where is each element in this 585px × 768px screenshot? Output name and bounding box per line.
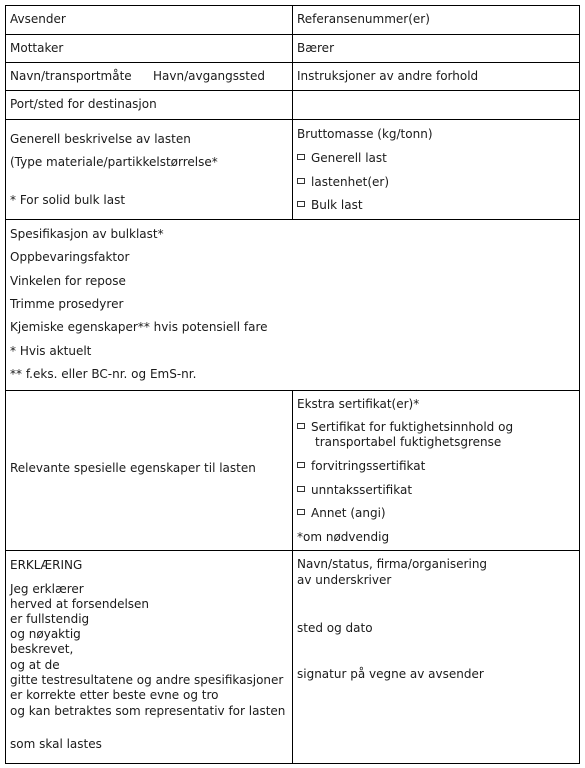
declaration-line: er korrekte etter beste evne og tro [10, 688, 219, 702]
signatory-cell [292, 550, 580, 764]
declaration-heading: ERKLÆRING [10, 558, 83, 572]
declaration-line: gitte testresultatene og andre spesifikasjoner [10, 673, 284, 687]
signatory-name-label-2: av underskriver [297, 573, 392, 587]
moisture-certificate-option [297, 420, 513, 434]
destination-label: Port/sted for destinasjon [10, 97, 157, 111]
place-date-label: sted og dato [297, 621, 373, 635]
certificates-cell [292, 390, 580, 551]
special-properties-label: Relevante spesielle egenskaper til lasten [10, 461, 256, 475]
declaration-line: og nøyaktig [10, 627, 81, 641]
bulk-footnote-1: * Hvis aktuelt [10, 344, 92, 358]
declaration-line: beskrevet, [10, 642, 74, 656]
moisture-certificate-label-2: transportabel fuktighetsgrense [315, 435, 502, 449]
special-properties-cell [5, 390, 293, 551]
cargo-description-cell [5, 119, 293, 220]
sender-cell [5, 5, 293, 35]
consignee-label: Mottaker [10, 41, 64, 55]
transport-cell [5, 62, 293, 91]
other-certificate-option [297, 506, 386, 520]
signature-label: signatur på vegne av avsender [297, 667, 484, 681]
weathering-certificate-option [297, 459, 425, 473]
declaration-last-line: som skal lastes [10, 737, 102, 751]
exemption-certificate-option [297, 483, 412, 497]
declaration-line: og kan betraktes som representativ for lasten [10, 704, 286, 718]
extra-certificates-label: Ekstra sertifikat(er)* [297, 397, 420, 411]
declaration-cell [5, 550, 293, 764]
instructions-cell [292, 62, 580, 91]
cargo-type-label: (Type materiale/partikkelstørrelse* [10, 155, 218, 169]
general-cargo-label: Generell last [311, 151, 387, 165]
bulk-cargo-label: Bulk last [311, 198, 363, 212]
sender-label: Avsender [10, 12, 66, 26]
angle-of-repose-label: Vinkelen for repose [10, 274, 126, 288]
checkbox-icon[interactable] [297, 178, 305, 184]
gross-mass-cell [292, 119, 580, 220]
departure-port-label: Havn/avgangssted [153, 69, 265, 83]
stowage-factor-label: Oppbevaringsfaktor [10, 250, 130, 264]
reference-cell [292, 5, 580, 35]
declaration-line: er fullstendig [10, 612, 90, 626]
checkbox-icon[interactable] [297, 486, 305, 492]
certificate-note: *om nødvendig [297, 530, 390, 544]
checkbox-icon[interactable] [297, 423, 305, 429]
cargo-unit-option [297, 175, 389, 189]
gross-mass-label: Bruttomasse (kg/tonn) [297, 127, 433, 141]
checkbox-icon[interactable] [297, 509, 305, 515]
consignee-cell [5, 34, 293, 63]
bulk-specification-cell [5, 219, 580, 391]
checkbox-icon[interactable] [297, 462, 305, 468]
transport-label: Navn/transportmåte [10, 69, 132, 83]
bulk-cargo-option [297, 198, 363, 212]
trimming-procedures-label: Trimme prosedyrer [10, 297, 124, 311]
checkbox-icon[interactable] [297, 154, 305, 160]
general-cargo-option [297, 151, 387, 165]
bulk-spec-heading: Spesifikasjon av bulklast* [10, 227, 164, 241]
chemical-properties-label: Kjemiske egenskaper** hvis potensiell fare [10, 320, 268, 334]
exemption-certificate-label: unntakssertifikat [311, 483, 413, 497]
other-certificate-label: Annet (angi) [311, 506, 386, 520]
destination-empty-cell [292, 90, 580, 120]
destination-cell [5, 90, 293, 120]
signatory-name-label: Navn/status, firma/organisering [297, 557, 488, 571]
cargo-unit-label: lastenhet(er) [311, 175, 390, 189]
checkbox-icon[interactable] [297, 201, 305, 207]
instructions-label: Instruksjoner av andre forhold [297, 69, 479, 83]
cargo-description-label: Generell beskrivelse av lasten [10, 132, 191, 146]
weathering-certificate-label: forvitringssertifikat [311, 459, 426, 473]
carrier-cell [292, 34, 580, 63]
declaration-line: Jeg erklærer [10, 582, 84, 596]
carrier-label: Bærer [297, 41, 335, 55]
declaration-line: og at de [10, 658, 60, 672]
cargo-footnote: * For solid bulk last [10, 193, 126, 207]
bulk-footnote-2: ** f.eks. eller BC-nr. og EmS-nr. [10, 367, 197, 381]
moisture-certificate-label: Sertifikat for fuktighetsinnhold og [311, 420, 514, 434]
reference-label: Referansenummer(er) [297, 12, 430, 26]
declaration-line: herved at forsendelsen [10, 597, 150, 611]
